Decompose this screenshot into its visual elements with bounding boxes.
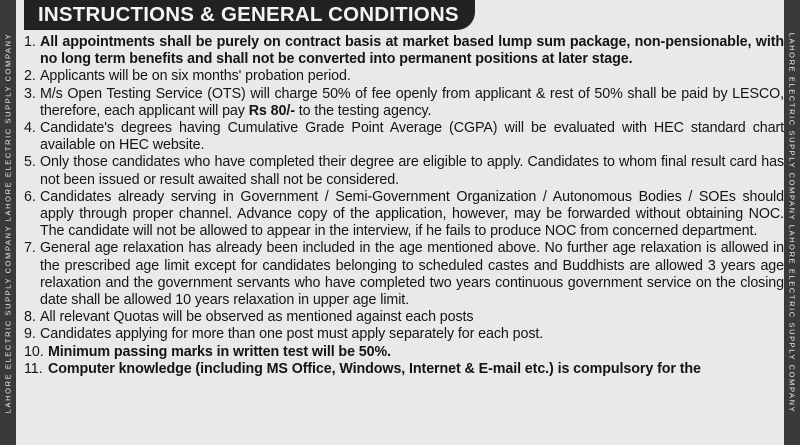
left-side-strip bbox=[0, 0, 16, 445]
item-text: Candidates already serving in Government / Semi-Government Organization / Autonomous Bodies / SOEs should apply through proper channel. Advance copy of the application, however, may be forwarded without obtaining NOC. The candidate will not be allowed to appear in the interview, if he fails to produce NOC from concerned department. bbox=[40, 188, 784, 240]
list-item-10 bbox=[24, 344, 784, 361]
conditions-list bbox=[24, 34, 784, 378]
list-item-9 bbox=[24, 326, 784, 343]
list-item-8 bbox=[24, 309, 784, 326]
item-text: Applicants will be on six months' probation period. bbox=[40, 68, 351, 85]
list-item-3 bbox=[24, 86, 784, 120]
item-number: 3. bbox=[24, 85, 36, 102]
item-text: General age relaxation has already been included in the age mentioned above. No further age relaxation is allowed in the prescribed age limit except for candidates belonging to scheduled castes and Buddhists are allowed 3 years age relaxation and the government servants who have completed two years continuous government service on the closing date shall be allowed 10 years relaxation in upper age limit. bbox=[40, 240, 784, 309]
item-number: 10. bbox=[24, 343, 44, 360]
item-text: All relevant Quotas will be observed as mentioned against each posts bbox=[40, 309, 474, 326]
item-number: 6. bbox=[24, 188, 36, 205]
right-side-strip-text: LAHORE ELECTRIC SUPPLY COMPANY LAHORE ELECTRIC SUPPLY COMPANY bbox=[787, 32, 797, 413]
list-item-6 bbox=[24, 189, 784, 241]
item-number: 5. bbox=[24, 154, 36, 171]
item-number: 7. bbox=[24, 240, 36, 257]
item-text: All appointments shall be purely on contract basis at market based lump sum package, non-pensionable, with no long term benefits and shall not be converted into permanent positions at later stage. bbox=[40, 34, 784, 68]
item-text: Candidate's degrees having Cumulative Grade Point Average (CGPA) will be evaluated with HEC standard chart available on HEC website. bbox=[40, 120, 784, 154]
list-item-5 bbox=[24, 154, 784, 188]
item-number: 8. bbox=[24, 309, 36, 326]
right-side-strip bbox=[784, 0, 800, 445]
item-number: 1. bbox=[24, 34, 36, 50]
section-heading: INSTRUCTIONS & GENERAL CONDITIONS bbox=[24, 0, 475, 30]
list-item-1 bbox=[24, 34, 784, 68]
list-item-11 bbox=[24, 361, 784, 378]
item-text: Minimum passing marks in written test will be 50%. bbox=[48, 343, 391, 360]
list-item-4 bbox=[24, 120, 784, 154]
item-text: Computer knowledge (including MS Office, Windows, Internet & E-mail etc.) is compulsory for the bbox=[48, 360, 701, 377]
left-side-strip-text: LAHORE ELECTRIC SUPPLY COMPANY LAHORE ELECTRIC SUPPLY COMPANY bbox=[3, 32, 13, 413]
item-number: 9. bbox=[24, 326, 36, 343]
fee-amount: Rs 80/- bbox=[248, 102, 295, 119]
list-item-2 bbox=[24, 68, 784, 85]
item-number: 11. bbox=[24, 360, 43, 377]
item-text: Only those candidates who have completed their degree are eligible to apply. Candidates to whom final result card has not been issued or result awaited shall not be considered. bbox=[40, 154, 784, 188]
item-number: 2. bbox=[24, 68, 36, 85]
item-text-end: to the testing agency. bbox=[294, 102, 432, 119]
item-text: Candidates applying for more than one post must apply separately for each post. bbox=[40, 326, 544, 343]
item-number: 4. bbox=[24, 120, 36, 137]
item-text-start: M/s Open Testing Service (OTS) will charge 50% of fee openly from applicant & rest of 50% shall be paid by LESCO, therefore, each applicant will pay bbox=[40, 85, 784, 119]
list-item-7 bbox=[24, 240, 784, 309]
item-text bbox=[40, 86, 784, 119]
